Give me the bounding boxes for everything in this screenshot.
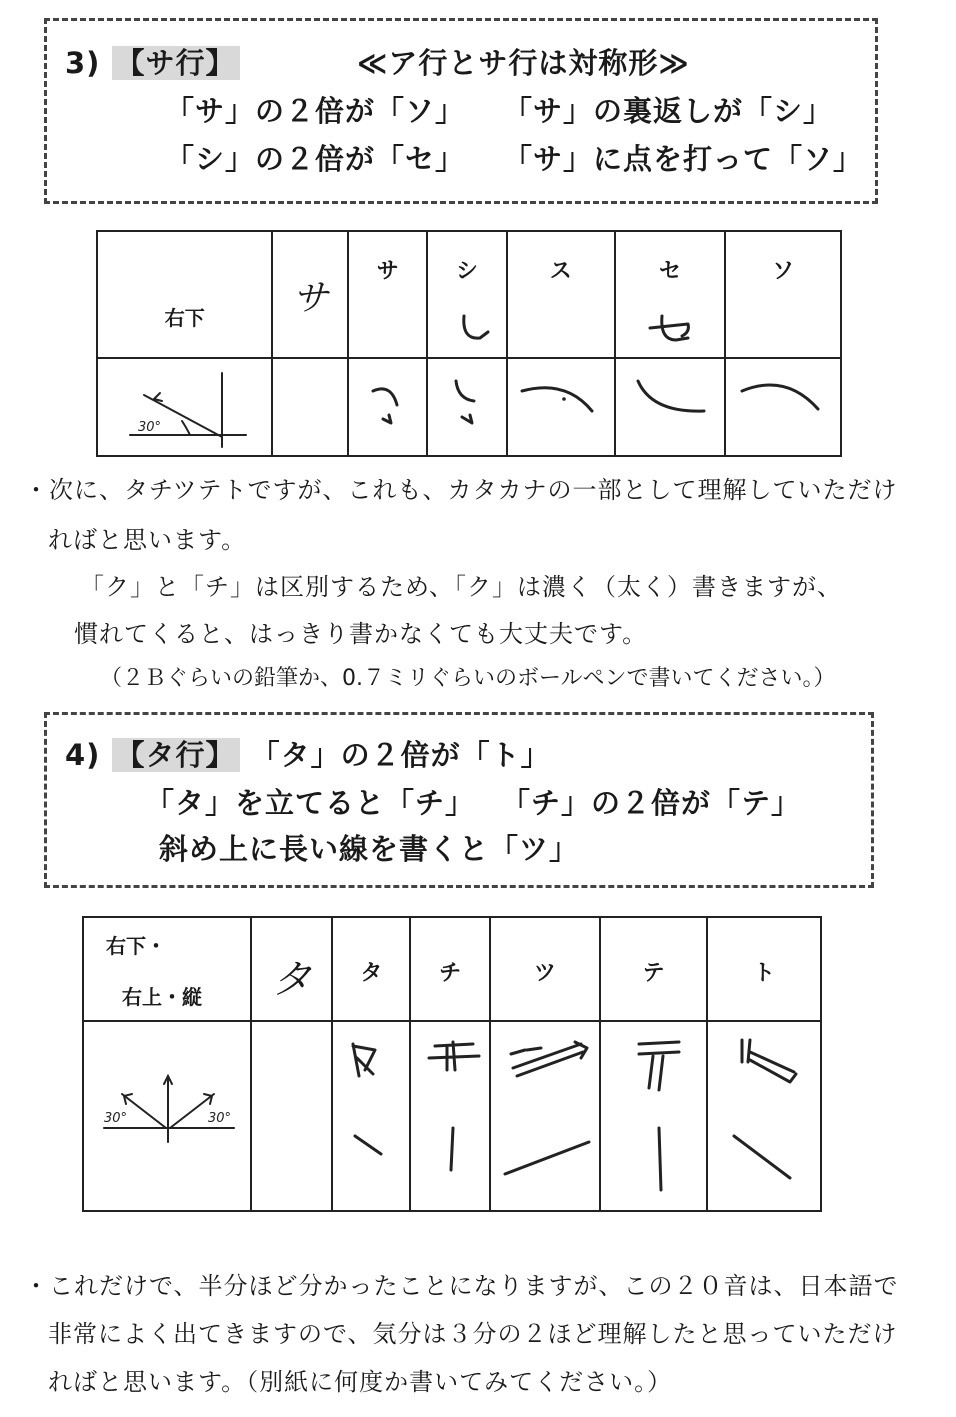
kana-cell-ta [332,917,410,1021]
sa-stroke-cell [348,358,427,456]
section3-line2b: 「サ」に点を打って「ソ」 [503,142,864,176]
section3-line1b: 「サ」の裏返しが「シ」 [503,94,834,128]
kana-sa: サ [376,259,399,284]
kana-cell-so [725,231,841,358]
para1-line4: 慣れてくると、はっきり書かなくても大丈夫です。 [74,620,648,648]
angle-30-diagram-4 [100,1070,240,1160]
to-stroke-cell [707,1021,821,1211]
angle-diagram-cell-4 [83,1021,251,1211]
stroke-label-4b: 右上・縦 [122,985,202,1009]
angle-30-diagram [126,365,256,455]
kana-shi: シ [456,259,479,284]
para2-line2: 非常によく出てきますので、気分は３分の２ほど理解したと思っていただけ [48,1320,898,1348]
para1-line2: ればと思います。 [48,526,247,554]
chi-stroke-sketch [417,1036,487,1186]
section4-line2: 斜め上に長い線を書くと「ツ」 [159,832,580,866]
kana-ta: タ [360,961,383,986]
stroke-label-cell [97,231,272,358]
ta-stroke-sketch [339,1036,409,1186]
su-stroke-cell [507,358,615,456]
kana-cell-chi [410,917,490,1021]
shi-stroke-sketch [456,310,496,350]
kana-cell-shi [427,231,507,358]
to-stroke-sketch [720,1032,820,1192]
so-stroke-sketch [736,371,836,431]
angle-right-label: 30° [208,1111,232,1126]
chi-stroke-cell [410,1021,490,1211]
section4-heading-line [65,733,551,774]
empty-cell-4 [251,1021,333,1211]
kana-to: ト [753,961,776,986]
angle-left-label: 30° [104,1111,128,1126]
para1-line5: （２Ｂぐらいの鉛筆か、0.７ミリぐらいのボールペンで書いてください。） [100,666,836,691]
kana-cell-su [507,231,615,358]
section3-heading-num: 3) [65,46,101,80]
kana-se: セ [658,259,681,284]
tsu-stroke-sketch [497,1034,597,1184]
section3-heading-row: 【サ行】 [112,46,240,80]
para2-line3: ればと思います。（別紙に何度か書いてみてください。） [48,1368,673,1396]
sample-glyph-sa: サ [292,278,329,319]
te-stroke-sketch [619,1032,719,1192]
kana-cell-se [615,231,726,358]
te-stroke-cell [600,1021,708,1211]
section4-line0: 「タ」の２倍が「ト」 [250,738,551,772]
kana-chi: チ [439,961,462,986]
se-stroke-sketch-2 [626,371,726,431]
angle-diagram-cell [97,358,272,456]
para2-line1: ・これだけで、半分ほど分かったことになりますが、この２０音は、日本語で [24,1272,899,1300]
section4-heading-num: 4) [65,738,101,772]
kana-te: テ [642,961,665,986]
stroke-label-4a: 右下・ [106,934,166,958]
ta-row-table [82,916,822,1212]
sample-glyph-cell [272,231,348,358]
angle-label: 30° [138,420,162,435]
section4-box [44,712,874,888]
section3-heading-line [65,41,240,82]
section3-line1a: 「サ」の２倍が「ソ」 [165,94,466,128]
sample-glyph-cell-4 [251,917,333,1021]
su-stroke-sketch [516,373,616,433]
section4-line1b: 「チ」の２倍が「テ」 [501,786,802,820]
section4-line1a: 「タ」を立てると「チ」 [145,786,476,820]
kana-cell-tsu [490,917,600,1021]
kana-su: ス [549,259,572,284]
para1-line1: ・次に、タチツテトですが、これも、カタカナの一部として理解していただけ [24,476,898,504]
kana-so: ソ [772,259,795,284]
stroke-label: 右下 [164,306,205,330]
section3-line2a: 「シ」の２倍が「セ」 [165,142,466,176]
kana-tsu: ツ [533,961,556,986]
section3-box [44,18,878,204]
section4-heading-row: 【タ行】 [112,738,240,772]
empty-cell [272,358,348,456]
stroke-label-cell-4 [83,917,251,1021]
so-stroke-cell [725,358,841,456]
se-stroke-sketch [644,314,704,354]
shi-stroke-sketch-2 [448,375,498,435]
sa-stroke-sketch [367,379,417,439]
section3-heading-note: ≪ア行とサ行は対称形≫ [357,46,690,80]
para1-line3: 「ク」と「チ」は区別するため、「ク」は濃く（太く）書きますが、 [80,573,843,601]
se-stroke-cell [615,358,726,456]
kana-cell-to [707,917,821,1021]
kana-cell-sa [348,231,427,358]
sample-glyph-ta: タ [271,957,312,1003]
ta-stroke-cell [332,1021,410,1211]
shi-stroke-cell [427,358,507,456]
sa-row-table [96,230,842,457]
kana-cell-te [600,917,708,1021]
tsu-stroke-cell [490,1021,600,1211]
